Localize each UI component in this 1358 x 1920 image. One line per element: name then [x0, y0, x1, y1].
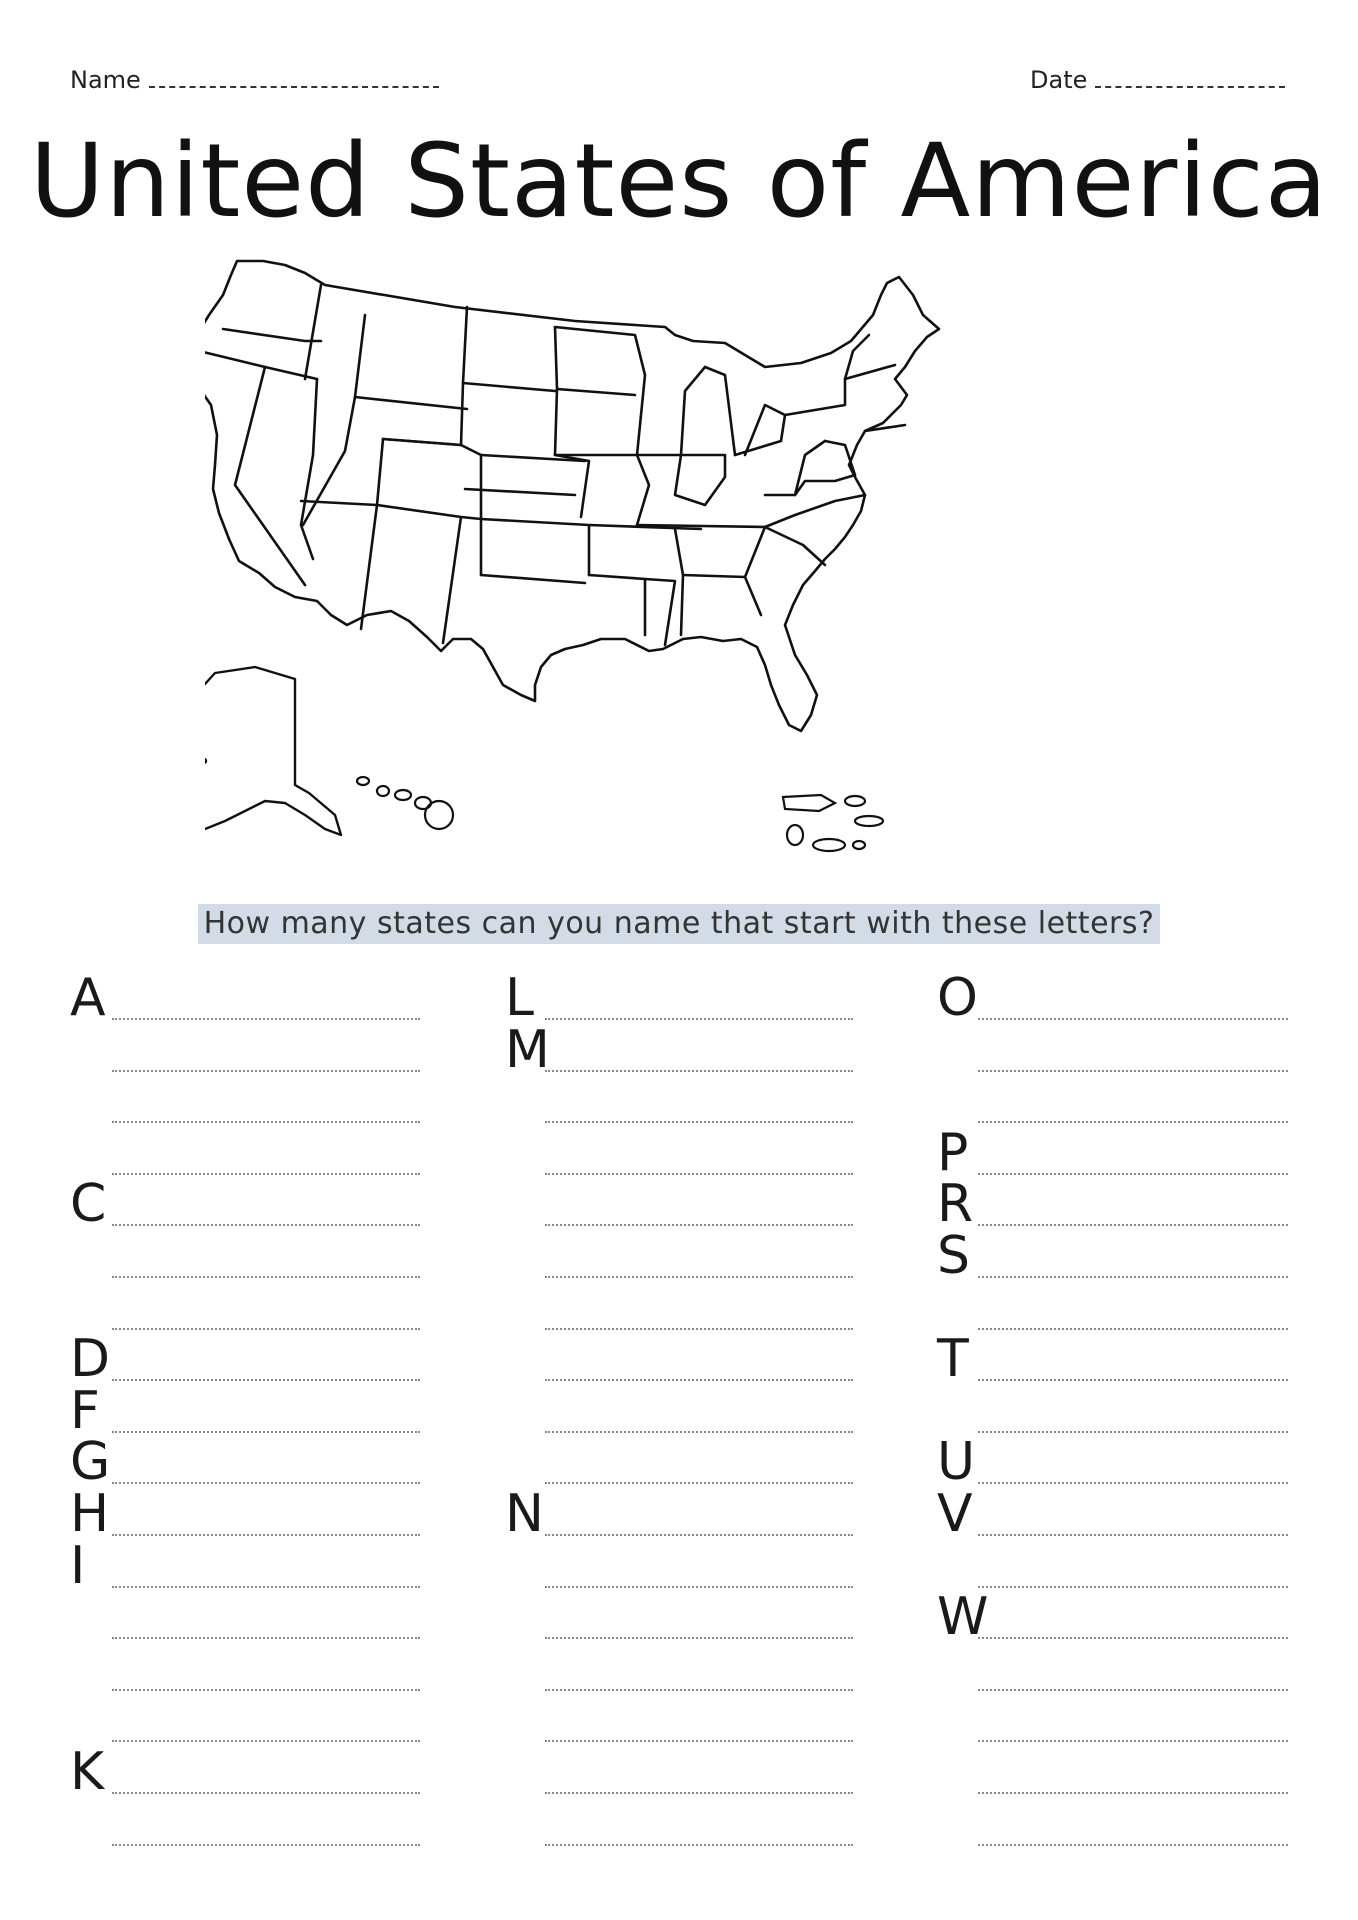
answer-line[interactable] [545, 1070, 853, 1072]
date-field[interactable] [1030, 66, 1285, 94]
answer-line[interactable] [978, 1018, 1288, 1020]
answer-line[interactable] [545, 1173, 853, 1175]
answer-line[interactable] [545, 1224, 853, 1226]
letter-a: A [70, 968, 106, 1028]
answer-line[interactable] [112, 1534, 420, 1536]
answer-line[interactable] [545, 1689, 853, 1691]
answer-line[interactable] [545, 1431, 853, 1433]
letter-l: L [505, 968, 534, 1028]
answer-line[interactable] [978, 1276, 1288, 1278]
letter-k: K [70, 1742, 105, 1802]
answer-line[interactable] [978, 1173, 1288, 1175]
answer-line[interactable] [978, 1379, 1288, 1381]
answer-line[interactable] [978, 1586, 1288, 1588]
answer-line[interactable] [545, 1018, 853, 1020]
answer-line[interactable] [112, 1792, 420, 1794]
answer-line[interactable] [978, 1224, 1288, 1226]
letter-f: F [70, 1381, 100, 1441]
answer-line[interactable] [112, 1379, 420, 1381]
answer-line[interactable] [545, 1276, 853, 1278]
answer-line[interactable] [112, 1482, 420, 1484]
answer-line[interactable] [978, 1121, 1288, 1123]
letter-d: D [70, 1329, 111, 1389]
answer-line[interactable] [978, 1637, 1288, 1639]
answer-line[interactable] [545, 1534, 853, 1536]
prompt-container [0, 904, 1358, 944]
answer-line[interactable] [545, 1637, 853, 1639]
answer-line[interactable] [545, 1792, 853, 1794]
answer-line[interactable] [112, 1431, 420, 1433]
answer-line[interactable] [545, 1121, 853, 1123]
letter-v: V [937, 1484, 973, 1544]
date-label: Date [1030, 66, 1088, 94]
letter-t: T [937, 1329, 969, 1389]
letter-h: H [70, 1484, 110, 1544]
answer-line[interactable] [112, 1586, 420, 1588]
answer-line[interactable] [112, 1740, 420, 1742]
answer-line[interactable] [545, 1482, 853, 1484]
answer-line[interactable] [978, 1689, 1288, 1691]
answer-line[interactable] [112, 1637, 420, 1639]
letter-i: I [70, 1536, 86, 1596]
name-label: Name [70, 66, 141, 94]
answer-line[interactable] [112, 1070, 420, 1072]
alaska-outline [205, 667, 341, 835]
answer-line[interactable] [112, 1018, 420, 1020]
answer-line[interactable] [545, 1740, 853, 1742]
answer-line[interactable] [112, 1224, 420, 1226]
hawaii-island-1 [357, 777, 369, 785]
answer-line[interactable] [978, 1740, 1288, 1742]
answer-line[interactable] [112, 1844, 420, 1846]
date-blank-line[interactable] [1095, 68, 1285, 88]
letter-o: O [937, 968, 978, 1028]
name-field[interactable] [70, 66, 439, 94]
answer-line[interactable] [978, 1844, 1288, 1846]
answer-line[interactable] [112, 1173, 420, 1175]
answer-line[interactable] [545, 1586, 853, 1588]
letter-w: W [937, 1587, 989, 1647]
answer-line[interactable] [545, 1844, 853, 1846]
answer-line[interactable] [112, 1328, 420, 1330]
puerto-rico-outline [783, 795, 835, 811]
letter-c: C [70, 1174, 107, 1234]
answer-line[interactable] [978, 1431, 1288, 1433]
letter-p: P [937, 1123, 969, 1183]
answer-line[interactable] [112, 1276, 420, 1278]
name-blank-line[interactable] [149, 68, 439, 88]
answer-line[interactable] [112, 1689, 420, 1691]
letter-m: M [505, 1020, 550, 1080]
letter-s: S [937, 1226, 971, 1286]
answer-line[interactable] [978, 1482, 1288, 1484]
letter-r: R [937, 1174, 974, 1234]
letter-g: G [70, 1432, 111, 1492]
letter-n: N [505, 1484, 544, 1544]
answer-line[interactable] [978, 1328, 1288, 1330]
answer-line[interactable] [545, 1328, 853, 1330]
answer-line[interactable] [112, 1121, 420, 1123]
letter-u: U [937, 1432, 976, 1492]
answer-line[interactable] [978, 1070, 1288, 1072]
answer-line[interactable] [978, 1792, 1288, 1794]
answer-line[interactable] [978, 1534, 1288, 1536]
page-title: United States of America [29, 122, 1329, 241]
prompt-text: How many states can you name that start with these letters? [198, 904, 1161, 944]
answer-line[interactable] [545, 1379, 853, 1381]
usa-map-outline-icon [205, 255, 1165, 875]
